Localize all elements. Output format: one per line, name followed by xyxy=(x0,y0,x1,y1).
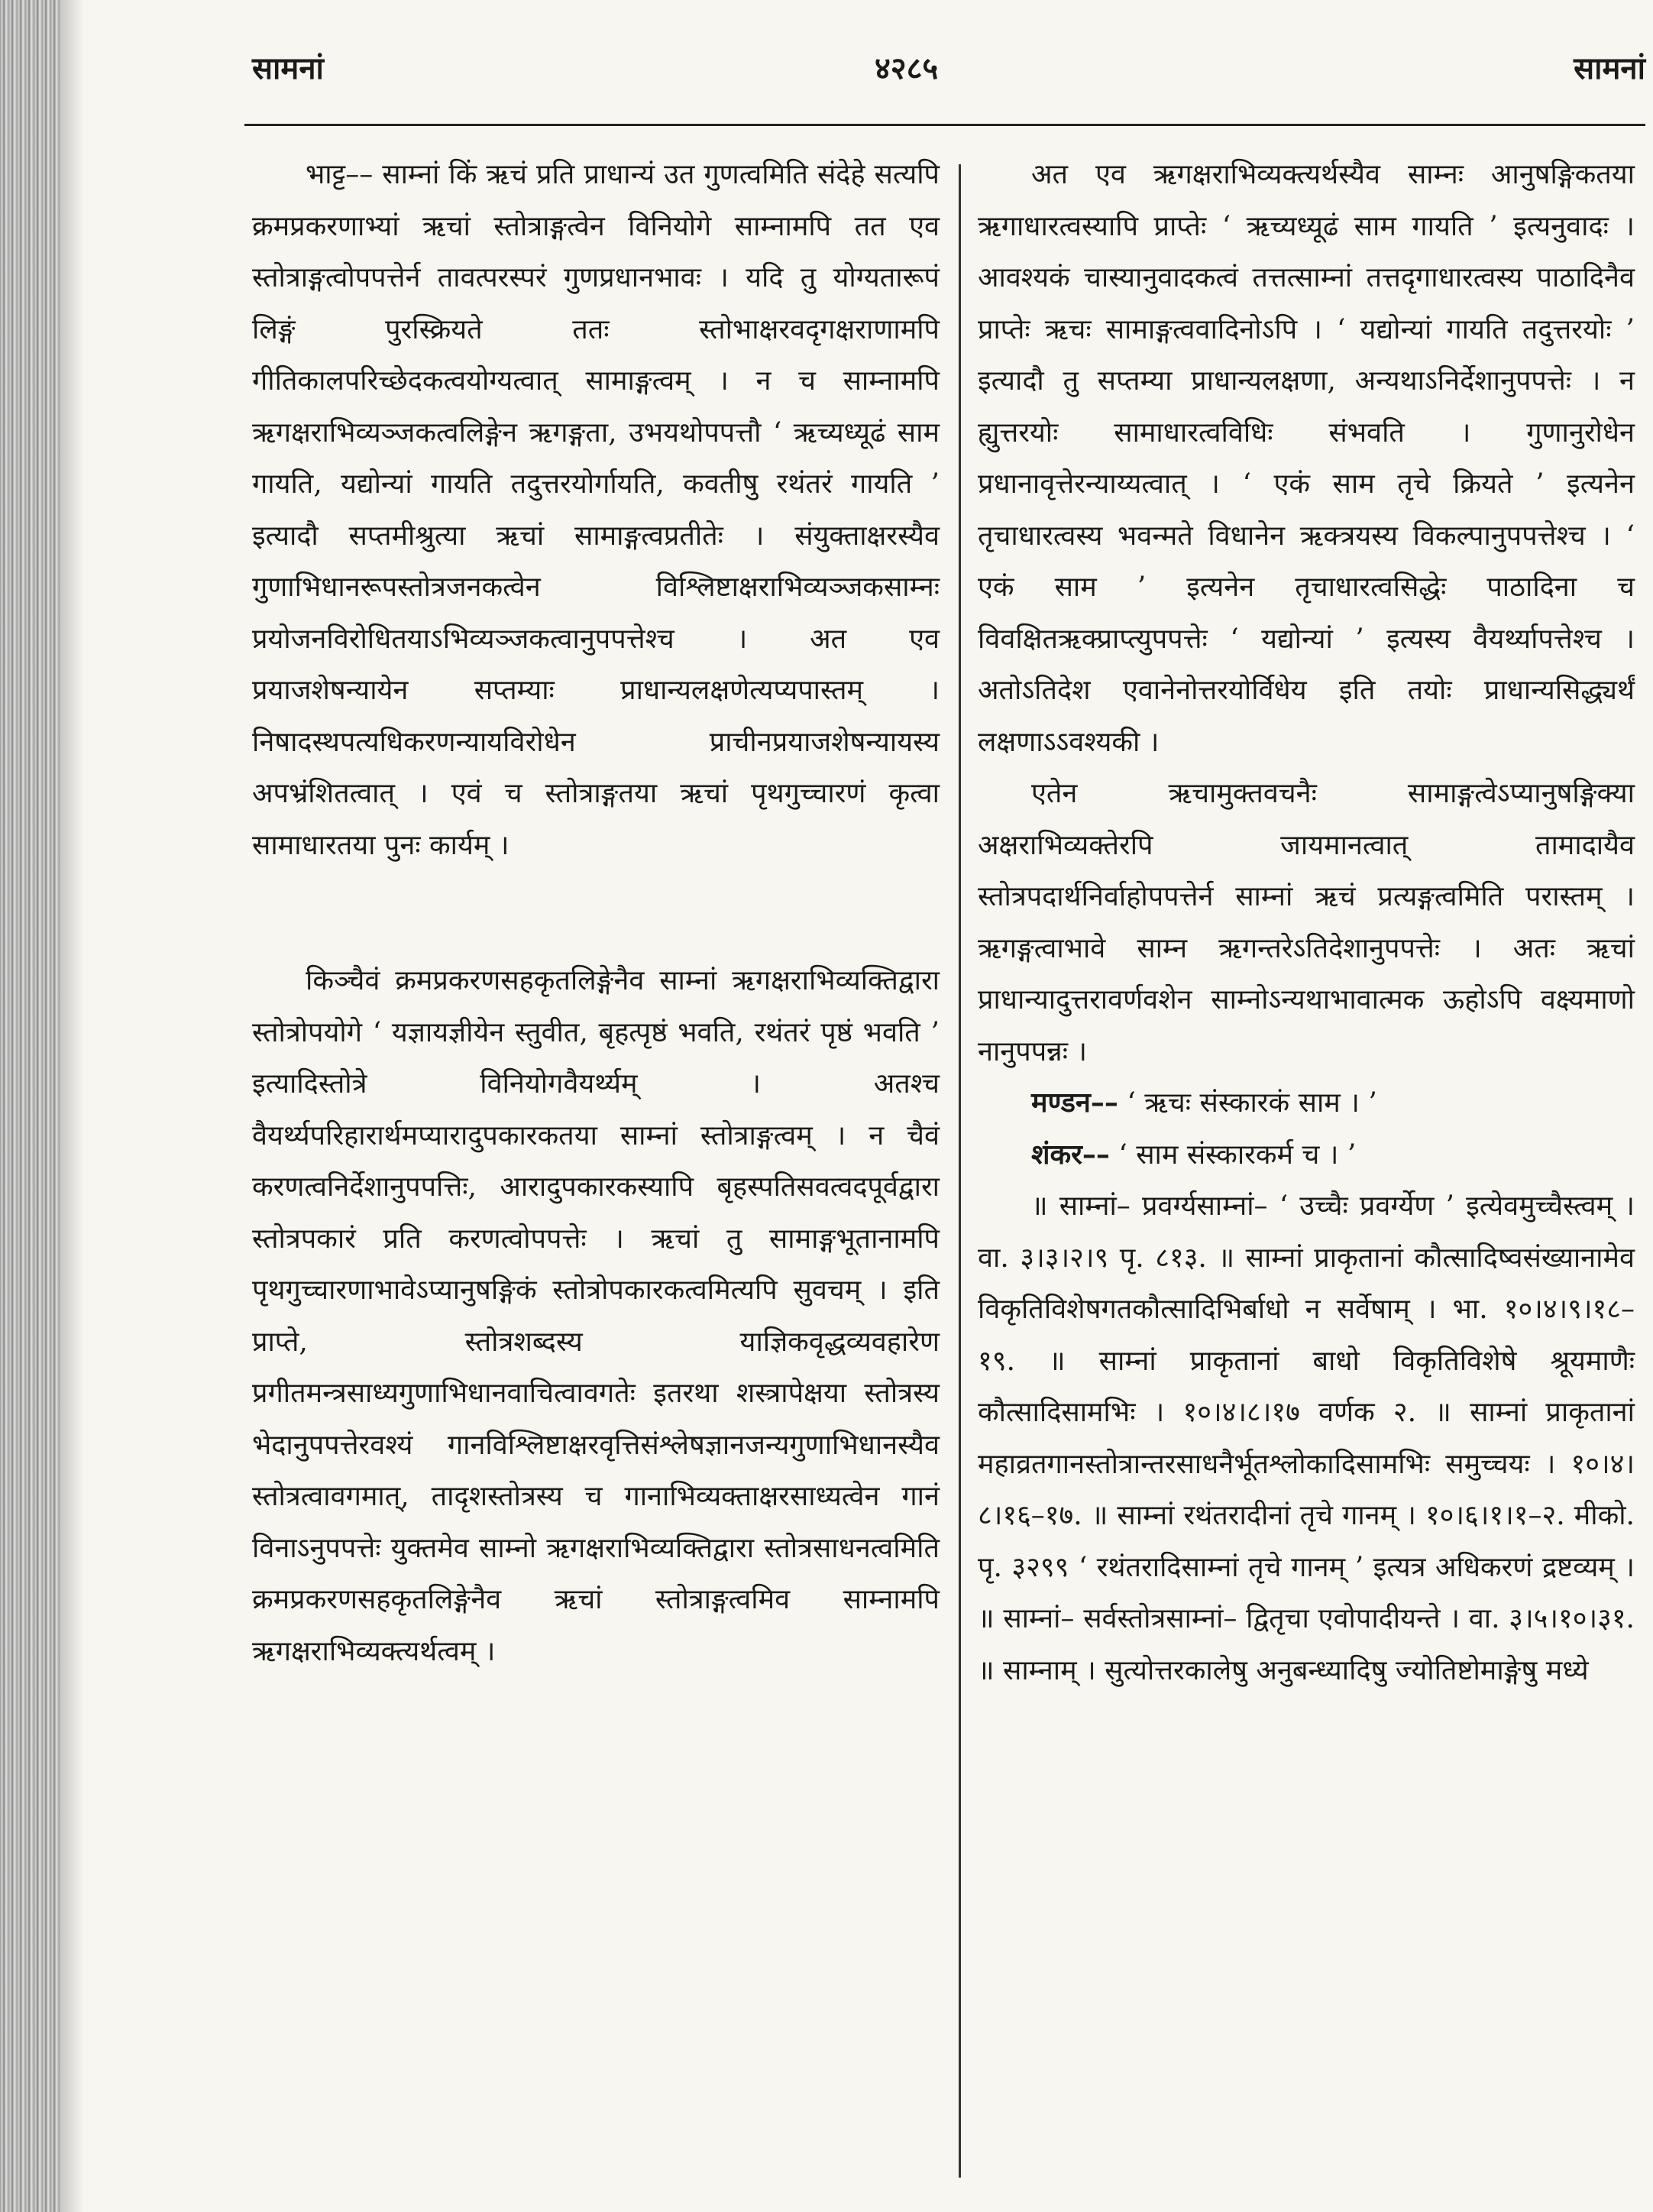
header-left-title: सामनां xyxy=(252,50,324,86)
paragraph-gap xyxy=(252,871,940,955)
shankara-quote xyxy=(978,1129,1635,1181)
right-paragraph-2: एतेन ऋचामुक्तवचनैः सामाङ्गत्वेऽप्यानुषङ्गिक्या अक्षराभिव्यक्तेरपि जायमानत्वात् तामादायैव स्तोत्रपदार्थनिर्वाहोपपत्तेर्न साम्नां ऋचं प्रत्यङ्गत्वमिति परास्तम् । ऋगङ्गत्वाभावे साम्न ऋगन्तरेऽतिदेशानुपपत्तेः । अतः ऋचां प्राधान्यादुत्तरावर्णवशेन साम्नोऽन्यथाभावात्मक ऊहोऽपि वक्ष्यमाणो नानुपपन्नः । xyxy=(978,778,1635,1067)
shankara-label: शंकर–– xyxy=(1031,1138,1110,1171)
left-column xyxy=(252,149,940,1677)
page-header xyxy=(252,46,1645,107)
header-rule xyxy=(244,124,1645,126)
shankara-text: ‘ साम संस्कारकर्म च । ’ xyxy=(1118,1138,1357,1171)
left-paragraph-2: किञ्चैवं क्रमप्रकरणसहकृतलिङ्गेनैव साम्नां ऋगक्षराभिव्यक्तिद्वारा स्तोत्रोपयोगे ‘ यज्ञायज्ञीयेन स्तुवीत, बृहत्पृष्ठं भवति, रथंतरं पृष्ठं भवति ’ इत्यादिस्तोत्रे विनियोगवैयर्थ्यम् । अतश्च वैयर्थ्यपरिहारार्थमप्यारादुपकारकतया साम्नां स्तोत्राङ्गत्वम् । न चैवं करणत्वनिर्देशानुपपत्तिः, आरादुपकारकस्यापि बृहस्पतिसवत्वदपूर्वद्वारा स्तोत्रपकारं प्रति करणत्वोपपत्तेः । ऋचां तु सामाङ्गभूतानामपि पृथगुच्चारणाभावेऽप्यानुषङ्गिकं स्तोत्रोपकारकत्वमित्यपि सुवचम् । इति प्राप्ते, स्तोत्रशब्दस्य याज्ञिकवृद्धव्यवहारेण प्रगीतमन्त्रसाध्यगुणाभिधानवाचित्वावगतेः इतरथा शस्त्रापेक्षया स्तोत्रस्य भेदानुपपत्तेरवश्यं गानविश्लिष्टाक्षरवृत्तिसंश्लेषज्ञानजन्यगुणाभिधानस्यैव स्तोत्रत्वावगमात्, तादृशस्तोत्रस्य च गानाभिव्यक्ताक्षरसाध्यत्वेन गानं विनाऽनुपपत्तेः युक्तमेव साम्नो ऋगक्षराभिव्यक्तिद्वारा स्तोत्रसाधनत्वमिति क्रमप्रकरणसहकृतलिङ्गेनैव ऋचां स्तोत्राङ्गत्वमिव साम्नामपि ऋगक्षराभिव्यक्त्यर्थत्वम् । xyxy=(252,965,940,1667)
spine-shadow xyxy=(61,0,84,2212)
mandana-quote xyxy=(978,1077,1635,1129)
mandana-label: मण्डन–– xyxy=(1031,1087,1118,1119)
right-column xyxy=(978,149,1635,1696)
column-divider xyxy=(959,164,961,2178)
mandana-text: ‘ ऋचः संस्कारकं साम । ’ xyxy=(1127,1087,1377,1119)
right-paragraph-3: ॥ साम्नां– प्रवर्ग्यसाम्नां– ‘ उच्चैः प्रवर्ग्येण ’ इत्येवमुच्चैस्त्वम् । वा. ३।३।२।९ पृ. ८१३. ॥ साम्नां प्राकृतानां कौत्सादिष्वसंख्यानामेव विकृतिविशेषगतकौत्सादिभिर्बाधो न सर्वेषाम् । भा. १०।४।९।१८–१९. ॥ साम्नां प्राकृतानां बाधो विकृतिविशेषे श्रूयमाणैः कौत्सादिसामभिः । १०।४।८।१७ वर्णक २. ॥ साम्नां प्राकृतानां महाव्रतगानस्तोत्रान्तरसाधनैर्भूतश्लोकादिसामभिः समुच्चयः । १०।४।८।१६–१७. ॥ साम्नां रथंतरादीनां तृचे गानम् । १०।६।१।१–२. मीको. पृ. ३२९९ ‘ रथंतरादिसाम्नां तृचे गानम् ’ इत्यत्र अधिकरणं द्रष्टव्यम् । ॥ साम्नां– सर्वस्तोत्रसाम्नां– द्वितृचा एवोपादीयन्ते । वा. ३।५।१०।३१. ॥ साम्नाम् । सुत्योत्तरकालेषु अनुबन्ध्यादिषु ज्योतिष्टोमाङ्गेषु मध्ये xyxy=(978,1190,1635,1686)
right-paragraph-1: अत एव ऋगक्षराभिव्यक्त्यर्थस्यैव साम्नः आनुषङ्गिकतया ऋगाधारत्वस्यापि प्राप्तेः ‘ ऋच्यध्यूढं साम गायति ’ इत्यनुवादः । आवश्यकं चास्यानुवादकत्वं तत्तत्साम्नां तत्तदृगाधारत्वस्य पाठादिनैव प्राप्तेः ऋचः सामाङ्गत्ववादिनोऽपि । ‘ यद्योन्यां गायति तदुत्तरयोः ’ इत्यादौ तु सप्तम्या प्राधान्यलक्षणा, अन्यथाऽनिर्देशानुपपत्तेः । न ह्युत्तरयोः सामाधारत्वविधिः संभवति । गुणानुरोधेन प्रधानावृत्तेरन्याय्यत्वात् । ‘ एकं साम तृचे क्रियते ’ इत्यनेन तृचाधारत्वस्य भवन्मते विधानेन ऋक्त्रयस्य विकल्पानुपपत्तेश्च । ‘ एकं साम ’ इत्यनेन तृचाधारत्वसिद्धेः पाठादिना च विवक्षितऋक्प्राप्त्युपपत्तेः ‘ यद्योन्यां ’ इत्यस्य वैयर्थ्यापत्तेश्च । अतोऽतिदेश एवानेनोत्तरयोर्विधेय इति तयोः प्राधान्यसिद्ध्यर्थं लक्षणाऽऽवश्यकी । xyxy=(978,159,1635,758)
book-spine-edge xyxy=(0,0,61,2212)
left-paragraph-1: भाट्ट–– साम्नां किं ऋचं प्रति प्राधान्यं उत गुणत्वमिति संदेहे सत्यपि क्रमप्रकरणाभ्यां ऋचां स्तोत्राङ्गत्वेन विनियोगे साम्नामपि तत एव स्तोत्राङ्गत्वोपपत्तेर्न तावत्परस्परं गुणप्रधानभावः । यदि तु योग्यतारूपं लिङ्गं पुरस्क्रियते ततः स्तोभाक्षरवदृगक्षराणामपि गीतिकालपरिच्छेदकत्वयोग्यत्वात् सामाङ्गत्वम् । न च साम्नामपि ऋगक्षराभिव्यञ्जकत्वलिङ्गेन ऋगङ्गता, उभयथोपपत्तौ ‘ ऋच्यध्यूढं साम गायति, यद्योन्यां गायति तदुत्तरयोर्गायति, कवतीषु रथंतरं गायति ’ इत्यादौ सप्तमीश्रुत्या ऋचां सामाङ्गत्वप्रतीतेः । संयुक्ताक्षरस्यैव गुणाभिधानरूपस्तोत्रजनकत्वेन विश्लिष्टाक्षराभिव्यञ्जकसाम्नः प्रयोजनविरोधितयाऽभिव्यञ्जकत्वानुपपत्तेश्च । अत एव प्रयाजशेषन्यायेन सप्तम्याः प्राधान्यलक्षणेत्यप्यपास्तम् । निषादस्थपत्यधिकरणन्यायविरोधेन प्राचीनप्रयाजशेषन्यायस्य अपभ्रंशितत्वात् । एवं च स्तोत्राङ्गतया ऋचां पृथगुच्चारणं कृत्वा सामाधारतया पुनः कार्यम् । xyxy=(252,159,940,861)
page-number: ४२८५ xyxy=(875,50,939,86)
header-right-title: सामनां xyxy=(1574,50,1645,86)
